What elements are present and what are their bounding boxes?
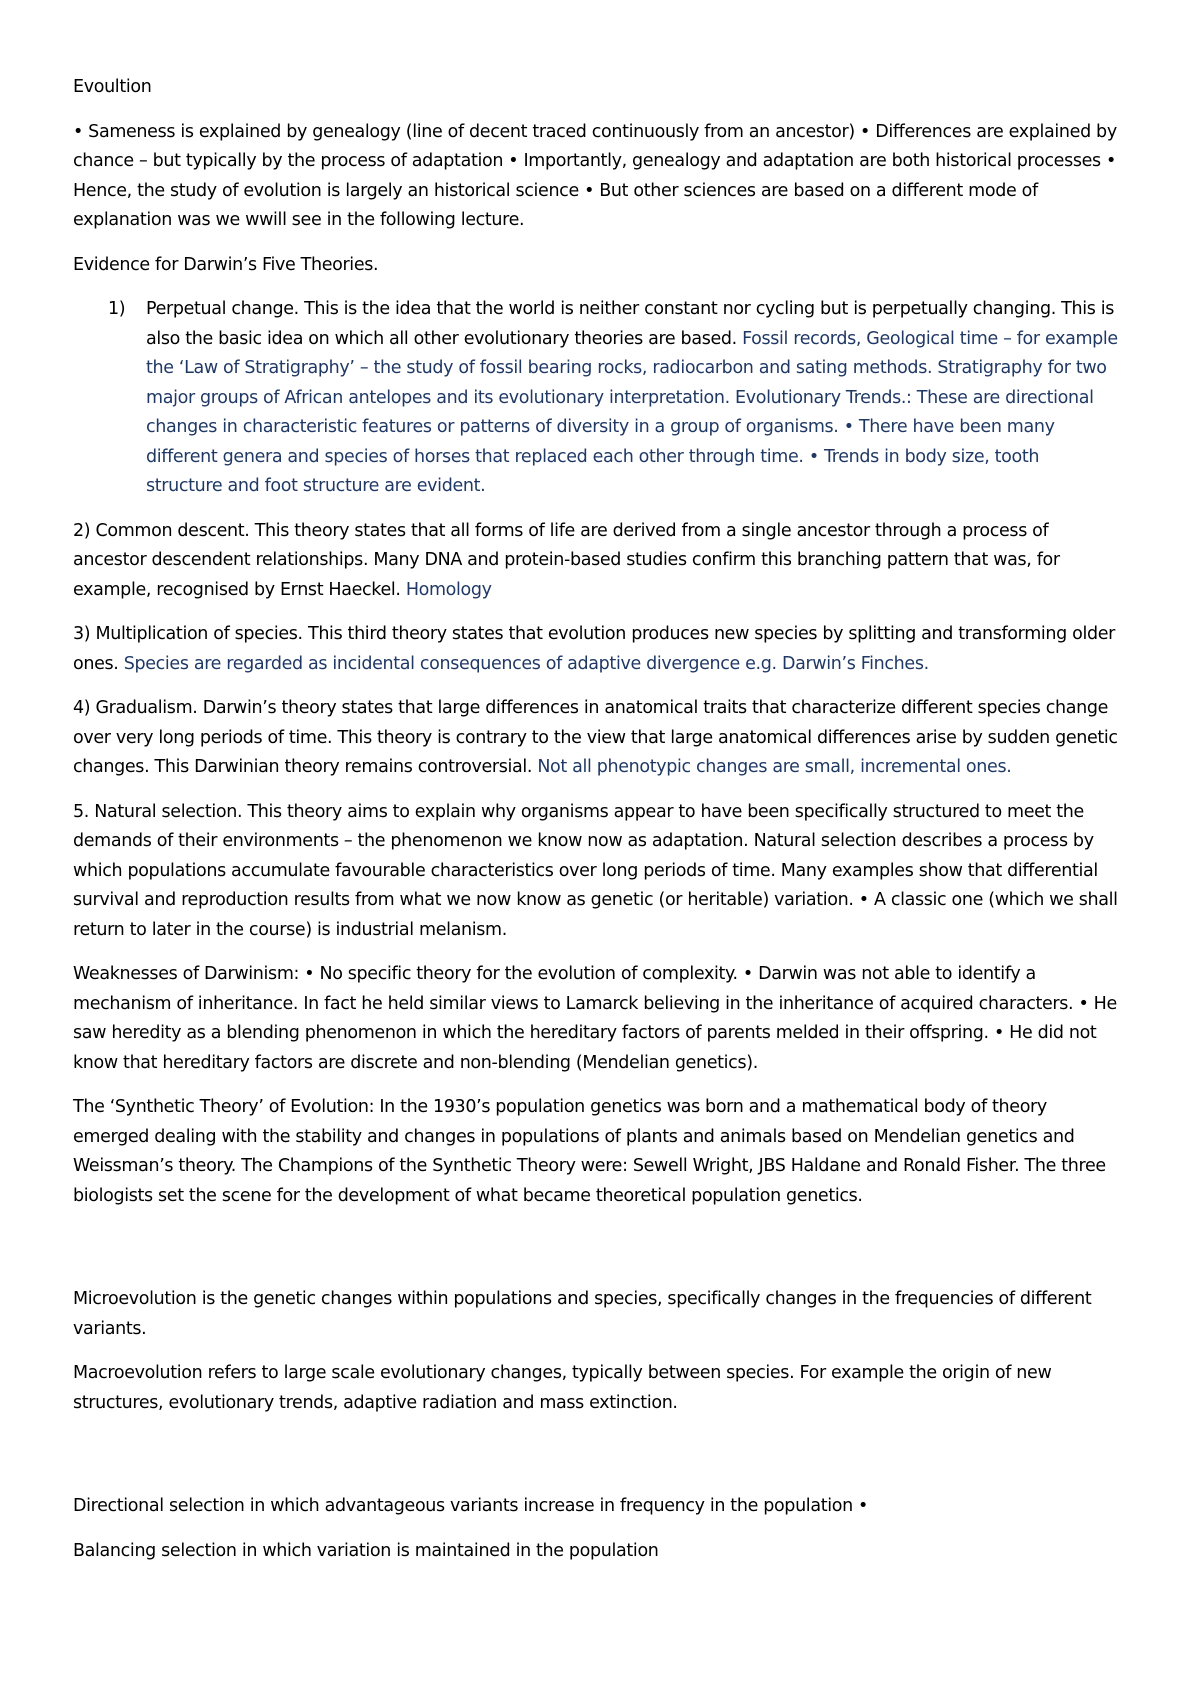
macroevolution-paragraph: Macroevolution refers to large scale evolutionary changes, typically between species. For example the origin of new structures, evolutionary trends, adaptive radiation and mass extinction.: [73, 1363, 1052, 1413]
theory-2-highlight: Homology: [405, 579, 492, 600]
theory-1-text: Perpetual change. This is the idea that the world is neither constant nor cycling but is perpetually changing. This is also the basic idea on which all other evolutionary theories are based.: [146, 299, 1114, 349]
theory-2-text: 2) Common descent. This theory states that all forms of life are derived from a single ancestor through a process of ancestor descendent relationships. Many DNA and protein-based studies confirm this branching pattern that was, for example, recognised by Ernst Haeckel.: [73, 520, 1060, 600]
theory-4-text: 4) Gradualism. Darwin’s theory states that large differences in anatomical traits that characterize different species change over very long periods of time. This theory is contrary to the view that large anatomical differences arise by sudden genetic changes. This Darwinian theory remains controversial.: [73, 698, 1118, 777]
theory-5-paragraph: 5. Natural selection. This theory aims to explain why organisms appear to have been specifically structured to meet the demands of their environments – the phenomenon we know now as adaptation. Natural selection describes a process by which populations accumulate favourable characteristics over long periods of time. Many examples show that differential survival and reproduction results from what we now know as genetic (or heritable) variation. • A classic one (which we shall return to later in the course) is industrial melanism.: [73, 801, 1118, 940]
blank-line: [73, 1433, 1118, 1492]
directional-selection-paragraph: Directional selection in which advantageous variants increase in frequency in the population •: [73, 1496, 869, 1516]
blank-line: [73, 1226, 1118, 1285]
theory-3-paragraph: [73, 620, 1118, 679]
theory-1-item: [73, 295, 1118, 502]
weaknesses-paragraph: Weaknesses of Darwinism: • No specific theory for the evolution of complexity. • Darwin was not able to identify a mechanism of inheritance. In fact he held similar views to Lamarck believing in the inheritance of acquired characters. • He saw heredity as a blending phenomenon in which the hereditary factors of parents melded in their offspring. • He did not know that hereditary factors are discrete and non-blending (Mendelian genetics).: [73, 964, 1117, 1073]
theory-1-number: 1): [108, 299, 126, 319]
theory-1-body: [146, 295, 1118, 502]
theory-1-highlight: Fossil records, Geological time – for example the ‘Law of Stratigraphy’ – the study of fossil bearing rocks, radiocarbon and sating methods. Stratigraphy for two major groups of African antelopes and its evolutionary interpretation. Evolutionary Trends.: These are directional changes in characteristic features or patterns of diversity in a group of organisms. • There have been many different genera and species of horses that replaced each other through time. • Trends in body size, tooth structure and foot structure are evident.: [146, 328, 1118, 496]
theory-4-paragraph: [73, 694, 1118, 783]
microevolution-paragraph: Microevolution is the genetic changes within populations and species, specifically changes in the frequencies of different variants.: [73, 1289, 1092, 1339]
theory-3-text: 3) Multiplication of species. This third theory states that evolution produces new species by splitting and transforming older ones.: [73, 624, 1116, 674]
theory-2-paragraph: [73, 517, 1118, 606]
theory-3-highlight: Species are regarded as incidental consequences of adaptive divergence e.g. Darwin’s Finches.: [123, 653, 929, 674]
evidence-heading: Evidence for Darwin’s Five Theories.: [73, 254, 379, 275]
balancing-selection-paragraph: Balancing selection in which variation is maintained in the population: [73, 1540, 659, 1561]
intro-paragraph: • Sameness is explained by genealogy (line of decent traced continuously from an ancestor) • Differences are explained by chance – but typically by the process of adaptation • Importantly, genealogy and adaptation are both historical processes • Hence, the study of evolution is largely an historical science • But other sciences are based on a different mode of explanation was we wwill see in the following lecture.: [73, 121, 1117, 230]
document-title: Evoultion: [73, 77, 152, 97]
theory-4-highlight: Not all phenotypic changes are small, incremental ones.: [537, 757, 1012, 777]
synthetic-theory-paragraph: The ‘Synthetic Theory’ of Evolution: In the 1930’s population genetics was born and a mathematical body of theory emerged dealing with the stability and changes in populations of plants and animals based on Mendelian genetics and Weissman’s theory. The Champions of the Synthetic Theory were: Sewell Wright, JBS Haldane and Ronald Fisher. The three biologists set the scene for the development of what became theoretical population genetics.: [73, 1097, 1106, 1206]
